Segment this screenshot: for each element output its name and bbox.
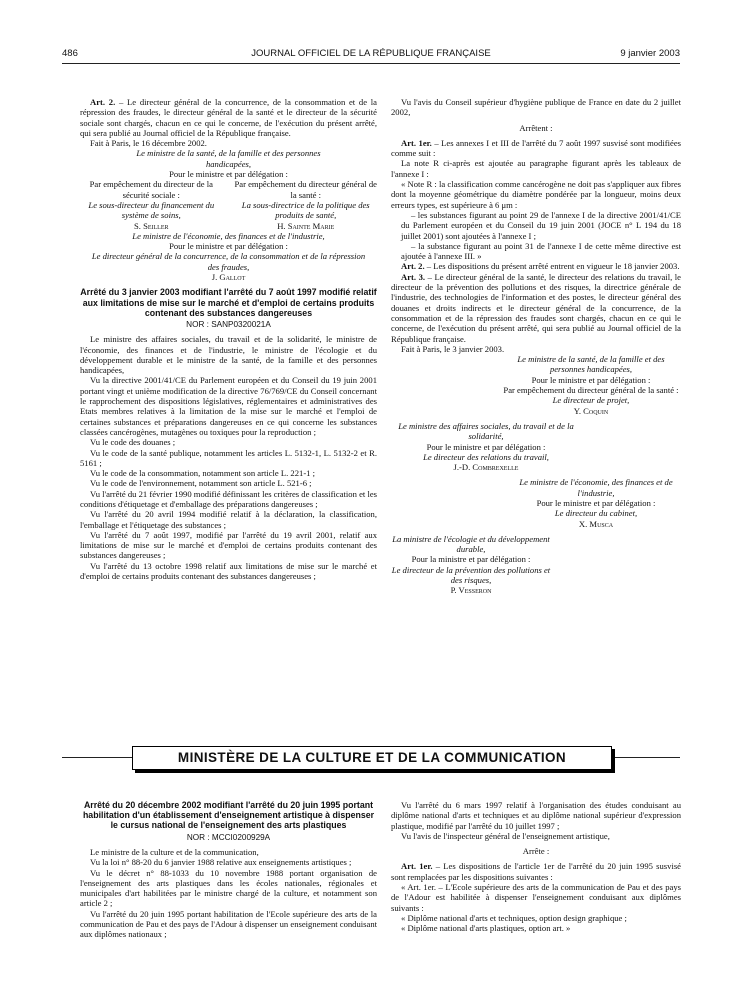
body-paragraph: Vu le décret n° 88-1033 du 10 novembre 1988 portant organisation de l'enseignement des arts plastiques dans les écoles nationales, régionales et municipales d'art habilitées par le ministre chargé de la culture, et notamment son article 2 ; <box>80 867 377 909</box>
signature-role: Par empêchement du directeur général de la santé : <box>503 385 679 396</box>
note-paragraph: La note R ci-après est ajoutée au paragraphe figurant après les tableaux de l'annexe I : <box>391 158 681 179</box>
body-paragraph: Vu la directive 2001/41/CE du Parlement européen et du Conseil du 19 juin 2001 portant vingt et unième modification de la directive 76/769/CE du Conseil concernant le rapprochement des dispositions législatives, réglementaires et administratives des Etats membres relatives à la limitation de la mise sur le marché et l'emploi de certaines substances et préparations dangereuses en ce qui concerne les substances classées cancérogènes, mutagènes ou toxiques pour la reproduction ; <box>80 375 377 437</box>
signature-name: J.-D. Combrexelle <box>453 462 519 473</box>
body-paragraph: Vu l'arrêté du 7 août 1997, modifié par l'arrêté du 19 avril 2001, relatif aux limitations de mise sur le marché et d'emploi de certains produits contenant des substances dangereuses ; <box>80 529 377 561</box>
signature-name: X. Musca <box>578 518 614 529</box>
body-paragraph: Vu l'arrêté du 21 février 1990 modifié définissant les critères de classification et les conditions d'étiquetage et d'emballage des préparations dangereuses ; <box>80 488 377 509</box>
arretent-heading: Arrêtent : <box>519 122 553 133</box>
signature-right <box>234 179 377 230</box>
bullet-item: – les substances figurant au point 29 de l'annexe I de la directive 2001/41/CE du Parlement européen et du Conseil du 19 juin 2001 (JOCE n° L 194 du 18 juillet 2001) sont ajoutées à l'annexe I ; <box>401 209 681 241</box>
signature-title: Le sous-directeur du financement du système de soins, <box>88 199 215 221</box>
signature-name: H. Sainte Marie <box>277 220 335 231</box>
body-paragraph: Vu l'arrêté du 13 octobre 1998 relatif aux limitations de mise sur le marché et d'emploi de certains produits contenant des substances dangereuses ; <box>80 560 377 582</box>
body-paragraph: Vu le code de la santé publique, notamment les articles L. 5132-1, L. 5132-2 et R. 5161 ; <box>80 447 377 468</box>
signatory-minister: Le ministre des affaires sociales, du travail et de la solidarité, <box>398 420 574 442</box>
article-label: Art. 1er. <box>401 861 433 872</box>
note-quote: « Note R : la classification comme cancérogène ne doit pas s'appliquer aux fibres dont la moyenne géométrique du diamètre pondérée par la longueur, moins deux erreurs types, est supérieure à 6 μm : <box>391 179 681 210</box>
signatory-minister: Le ministre de la santé, de la famille et des personnes handicapées, <box>136 148 321 169</box>
decree-title: Arrêté du 20 décembre 2002 modifiant l'arrêté du 20 juin 1995 portant habilitation d'un établissement d'enseignement artistique à dispenser le cursus national de l'enseignement des arts plastiques <box>82 800 375 831</box>
decree-title: Arrêté du 3 janvier 2003 modifiant l'arrêté du 7 août 1997 modifié relatif aux limitations de mise sur le marché et d'emploi de certains produits contenant des substances dangereuses <box>80 287 377 318</box>
page-number: 486 <box>62 48 78 59</box>
signature-block <box>511 477 681 528</box>
signature-left <box>80 179 223 230</box>
delegation-line: Pour le ministre et par délégation : <box>169 169 288 180</box>
header-rule <box>62 63 680 64</box>
delegation-line: Pour le ministre et par délégation : <box>531 374 651 385</box>
vu-paragraph: Vu l'arrêté du 6 mars 1997 relatif à l'organisation des études conduisant au diplôme national d'arts et techniques et au diplôme national supérieur d'expression plastique, modifié par l'arrêté du 10 juillet 1997 ; <box>391 800 681 831</box>
issue-date: 9 janvier 2003 <box>620 48 680 59</box>
fait-a-paris: Fait à Paris, le 3 janvier 2003. <box>401 343 505 354</box>
decree-body <box>80 847 377 940</box>
nor-reference: NOR : SANP0320021A <box>186 319 271 329</box>
signature-title: Le directeur du cabinet, <box>554 508 638 519</box>
article-2-paragraph <box>391 261 681 271</box>
nor-reference: NOR : MCCI0200929A <box>186 832 271 842</box>
article-3-paragraph <box>391 272 681 344</box>
left-column-bottom <box>80 800 377 940</box>
diploma-item: « Diplôme national d'arts et techniques, option design graphique ; <box>401 912 627 923</box>
decree-body <box>80 334 377 581</box>
body-paragraph: Vu le code de l'environnement, notamment son article L. 521-6 ; <box>90 478 312 489</box>
bullet-item: – la substance figurant au point 31 de l'annexe I de cette même directive est ajoutée à l'annexe III. » <box>401 240 681 262</box>
body-paragraph: Vu le code des douanes ; <box>90 437 176 448</box>
fait-a-paris: Fait à Paris, le 16 décembre 2002. <box>90 138 207 149</box>
ministry-heading: MINISTÈRE DE LA CULTURE ET DE LA COMMUNICATION <box>132 746 612 770</box>
signature-block <box>501 354 681 416</box>
signature-block <box>391 534 551 596</box>
right-column-top <box>391 97 681 596</box>
article-1-paragraph <box>391 138 681 159</box>
signature-title: Le directeur général de la concurrence, de la consommation et de la répression des fraudes, <box>91 251 366 272</box>
signature-title: Le directeur de projet, <box>552 395 630 406</box>
signature-title: Le directeur de la prévention des pollutions et des risques, <box>391 564 551 586</box>
signature-name: J. Gallot <box>211 272 246 283</box>
vu-paragraph: Vu l'avis de l'inspecteur général de l'enseignement artistique, <box>401 830 610 841</box>
article-label: Art. 2. <box>90 97 116 107</box>
signature-name: Y. Coquin <box>573 405 609 416</box>
article-2-paragraph <box>80 97 377 138</box>
article-text: – Les dispositions du présent arrêté entrent en vigueur le 18 janvier 2003. <box>424 261 680 272</box>
signature-role: Par empêchement du directeur général de la santé : <box>234 179 377 200</box>
journal-title: JOURNAL OFFICIEL DE LA RÉPUBLIQUE FRANÇAISE <box>251 48 491 59</box>
body-paragraph: Vu le code de la consommation, notamment son article L. 221-1 ; <box>90 468 316 479</box>
diploma-item: « Diplôme national d'arts plastiques, option art. » <box>401 923 571 934</box>
signature-block <box>391 421 581 472</box>
body-paragraph: Vu la loi n° 88-20 du 6 janvier 1988 relative aux enseignements artistiques ; <box>90 857 352 868</box>
right-column-bottom <box>391 800 681 934</box>
article-text: – Le directeur général de la santé, le directeur des relations du travail, le directeur de la prévention des pollutions et des risques, la directrice générale de l'industrie, des technologies de l'information et des postes, le directeur général des douanes et droits indirects et le directeur général de la concurrence, de la consommation et de la répression des fraudes sont chargés, chacun en ce qui le concerne, de l'exécution du présent arrêté, qui sera publié au Journal officiel de la République française. <box>391 271 681 344</box>
left-column-top <box>80 97 377 581</box>
quoted-article: « Art. 1er. – L'Ecole supérieure des arts de la communication de Pau et des pays de l'Adour est habilitée à dispenser l'enseignement conduisant aux diplômes suivants : <box>391 882 681 913</box>
delegation-line: Pour le ministre et par délégation : <box>426 441 546 452</box>
signature-name: P. Vesseron <box>450 585 492 596</box>
body-paragraph: Vu l'arrêté du 20 avril 1994 modifié relatif à la déclaration, la classification, l'emballage et l'étiquetage des substances ; <box>80 509 377 530</box>
article-text: – Le directeur général de la concurrence, de la consommation et de la répression des fraudes, le directeur général de la santé et le directeur de la sécurité sociale sont chargés, chacun en ce qui le concerne, de l'exécution du présent arrêté, qui sera publié au Journal officiel de la République française. <box>80 97 377 138</box>
body-paragraph: Vu l'arrêté du 20 juin 1995 portant habilitation de l'Ecole supérieure des arts de la communication de Pau et des pays de l'Adour à dispenser un enseignement conduisant aux diplômes nationaux ; <box>80 908 378 940</box>
body-paragraph: Le ministre de la culture et de la communication, <box>90 846 259 857</box>
signature-pair <box>80 179 377 230</box>
article-text: – Les annexes I et III de l'arrêté du 7 août 1997 susvisé sont modifiées comme suit : <box>391 137 681 159</box>
article-label: Art. 1er. <box>401 137 432 148</box>
signatory-minister: Le ministre de la santé, de la famille et des personnes handicapées, <box>517 354 665 375</box>
article-text: – Les dispositions de l'article 1er de l'arrêté du 20 juin 1995 susvisé sont remplacées par les dispositions suivantes : <box>391 861 681 882</box>
arrete-heading: Arrête : <box>522 846 550 857</box>
signatory-minister: Le ministre de l'économie, des finances et de l'industrie, <box>519 477 673 498</box>
signature-title: Le directeur des relations du travail, <box>423 451 549 462</box>
signatory-minister: Le ministre de l'économie, des finances et de l'industrie, <box>132 230 325 241</box>
signature-role: Par empêchement du directeur de la sécurité sociale : <box>89 179 213 200</box>
article-label: Art. 3. <box>401 271 426 282</box>
article-1-paragraph <box>391 861 681 882</box>
signature-name: S. Seiller <box>134 220 169 231</box>
page-header <box>62 48 680 62</box>
delegation-line: Pour la ministre et par délégation : <box>411 554 531 565</box>
body-paragraph: Le ministre des affaires sociales, du travail et de la solidarité, le ministre de l'économie, des finances et de l'industrie, le ministre de l'écologie et du développement durable et le ministre de la santé, de la famille et des personnes handicapées, <box>80 334 377 376</box>
vu-paragraph: Vu l'avis du Conseil supérieur d'hygiène publique de France en date du 2 juillet 2002, <box>391 97 681 118</box>
article-label: Art. 2. <box>401 261 425 272</box>
signature-title: La sous-directrice de la politique des produits de santé, <box>241 199 370 221</box>
signatory-minister: La ministre de l'écologie et du développement durable, <box>392 533 550 555</box>
delegation-line: Pour le ministre et par délégation : <box>169 241 288 252</box>
delegation-line: Pour le ministre et par délégation : <box>536 497 656 508</box>
